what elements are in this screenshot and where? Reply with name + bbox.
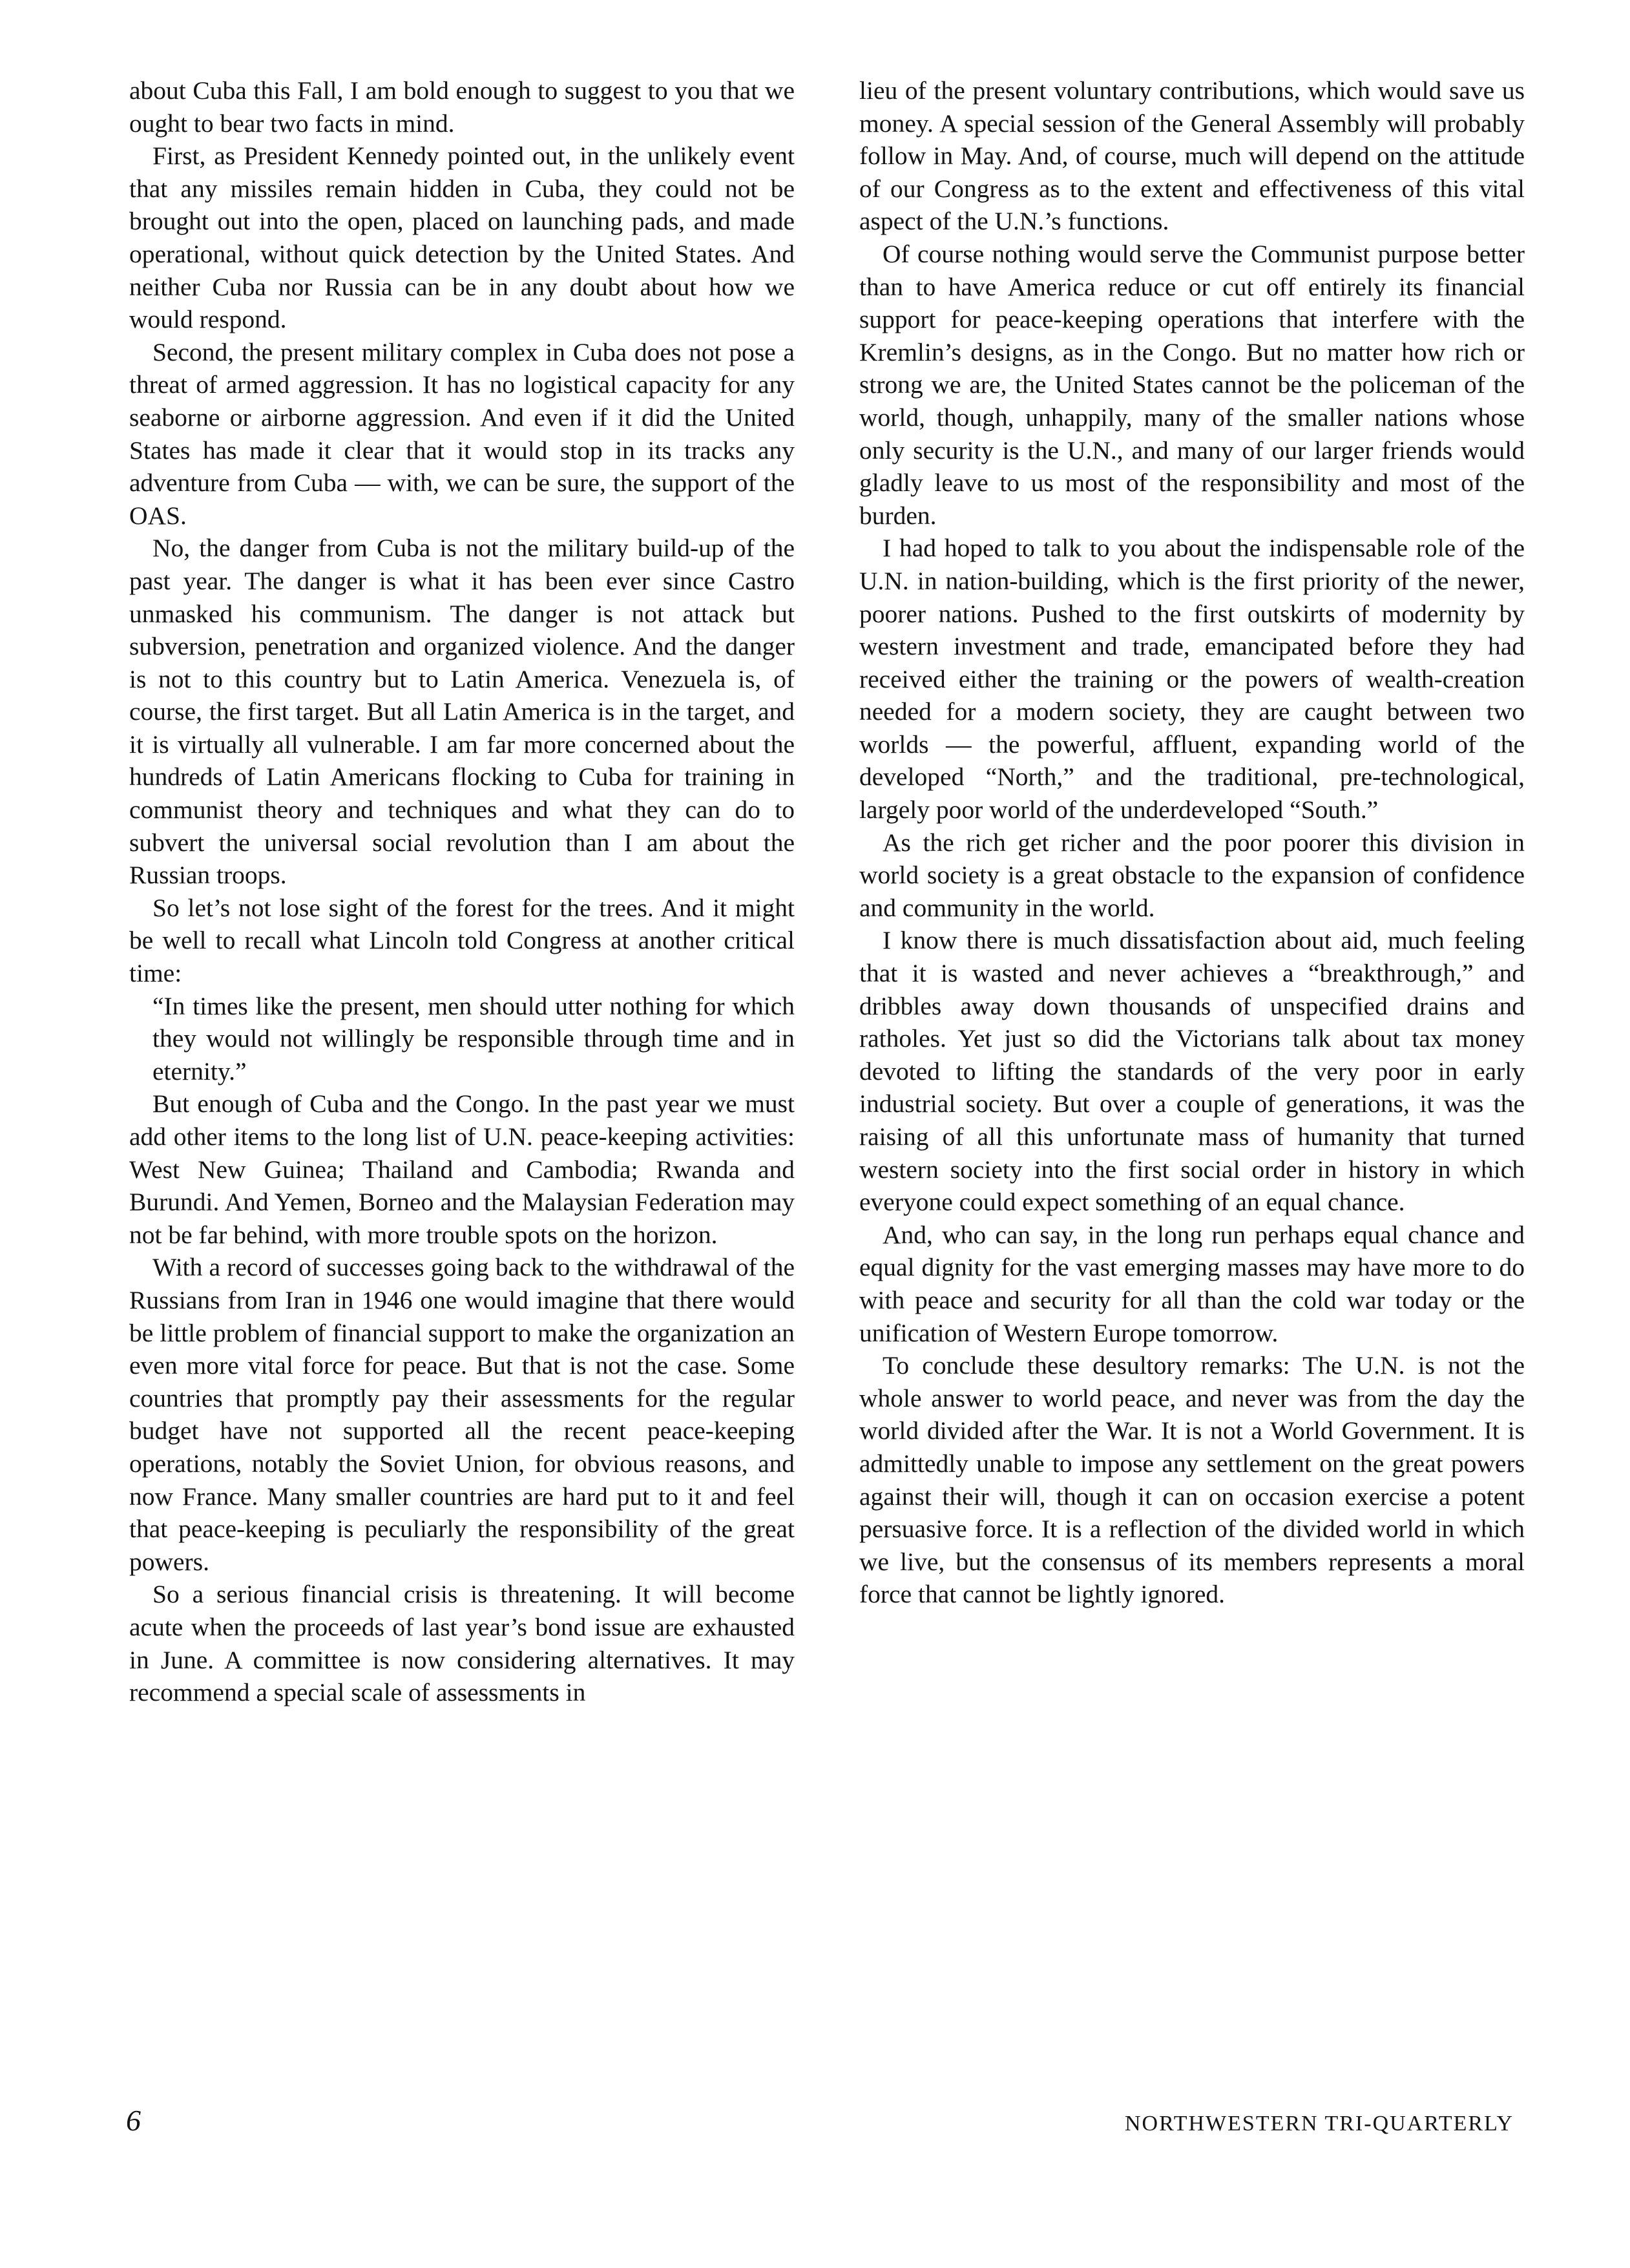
paragraph-communist-purpose: Of course nothing would serve the Communist purpose better than to have America reduce or cut off entirely its financial support for peace-keeping operations that interfere with the Kremlin’s designs, as in the Congo. But no matter how rich or strong we are, the United States cannot be the policeman of the world, though, unhappily, many of the smaller nations whose only security is the U.N., and many of our larger friends would gladly leave to us most of the responsibility and most of the burden. (859, 239, 1525, 530)
paragraph-forest-for-trees: So let’s not lose sight of the forest for the trees. And it might be well to recall what Lincoln told Congress at another critical time: (129, 893, 795, 988)
page-number: 6 (126, 2104, 141, 2137)
publication-title: NORTHWESTERN TRI-QUARTERLY (1124, 2112, 1514, 2136)
paragraph-rich-and-poor: As the rich get richer and the poor poorer this division in world society is a great obstacle to the expansion of confidence and community in the world. (859, 828, 1525, 922)
right-column (859, 74, 1525, 1611)
paragraph-nation-building: I had hoped to talk to you about the indispensable role of the U.N. in nation-building, which is the first priority of the newer, poorer nations. Pushed to the first outskirts of modernity by western investment and trade, emancipated before they had received either the training or the powers of wealth-creation needed for a modern society, they are caught between two worlds — the powerful, affluent, expanding world of the developed “North,” and the traditional, pre-technological, largely poor world of the underdeveloped “South.” (859, 534, 1525, 824)
lincoln-quote: “In times like the present, men should utter nothing for which they would not willingly be responsible through time and in eternity.” (152, 991, 795, 1086)
paragraph-financial-crisis: So a serious financial crisis is threatening. It will become acute when the proceeds of last year’s bond issue are exhausted in June. A committee is now considering alternatives. It may recommend a special scale of assessments in (129, 1580, 795, 1707)
paragraph-continuation-right: lieu of the present voluntary contributions, which would save us money. A special session of the General Assembly will probably follow in May. And, of course, much will depend on the attitude of our Congress as to the extent and effectiveness of this vital aspect of the U.N.’s functions. (859, 76, 1525, 236)
paragraph-record-of-successes: With a record of successes going back to the withdrawal of the Russians from Iran in 1946 one would imagine that there would be little problem of financial support to make the organization an even more vital force for peace. But that is not the case. Some countries that promptly pay their assessments for the regular budget have not supported all the recent peace-keeping operations, notably the Soviet Union, for obvious reasons, and now France. Many smaller countries are hard put to it and feel that peace-keeping is peculiarly the responsibility of the great powers. (129, 1253, 795, 1576)
paragraph-continuation: about Cuba this Fall, I am bold enough to suggest to you that we ought to bear two facts in mind. (129, 76, 795, 138)
paragraph-aid-dissatisfaction: I know there is much dissatisfaction about aid, much feeling that it is wasted and never achieves a “breakthrough,” and dribbles away down thousands of unspecified drains and ratholes. Yet just so did the Victorians talk about tax money devoted to lifting the standards of the very poor in early industrial society. But over a couple of generations, it was the raising of all this unfortunate mass of humanity that turned western society into the first social order in history in which everyone could expect something of an equal chance. (859, 926, 1525, 1217)
paragraph-equal-chance: And, who can say, in the long run perhaps equal chance and equal dignity for the vast emerging masses may have more to do with peace and security for all than the cold war today or the unification of Western Europe tomorrow. (859, 1220, 1525, 1347)
paragraph-danger-from-cuba: No, the danger from Cuba is not the military build-up of the past year. The danger is what it has been ever since Castro unmasked his communism. The danger is not attack but subversion, penetration and organized violence. And the danger is not to this country but to Latin America. Venezuela is, of course, the first target. But all Latin America is in the target, and it is virtually all vulnerable. I am far more concerned about the hundreds of Latin Americans flocking to Cuba for training in communist theory and techniques and what they can do to subvert the universal social revolution than I am about the Russian troops. (129, 534, 795, 890)
paragraph-missiles: First, as President Kennedy pointed out, in the unlikely event that any missiles remain hidden in Cuba, they could not be brought out into the open, placed on launching pads, and made operational, without quick detection by the United States. And neither Cuba nor Russia can be in any doubt about how we would respond. (129, 142, 795, 334)
paragraph-military-complex: Second, the present military complex in Cuba does not pose a threat of armed aggression. It has no logistical capacity for any seaborne or airborne aggression. And even if it did the United States has made it clear that it would stop in its tracks any adventure from Cuba — with, we can be sure, the support of the OAS. (129, 337, 795, 530)
paragraph-conclusion: To conclude these desultory remarks: The U.N. is not the whole answer to world peace, and never was from the day the world divided after the War. It is not a World Government. It is admittedly unable to impose any settlement on the great powers against their will, though it can on occasion exercise a potent persuasive force. It is a reflection of the divided world in which we live, but the consensus of its members represents a moral force that cannot be lightly ignored. (859, 1351, 1525, 1609)
left-column (129, 74, 795, 1709)
paragraph-peace-keeping-list: But enough of Cuba and the Congo. In the past year we must add other items to the long list of U.N. peace-keeping activities: West New Guinea; Thailand and Cambodia; Rwanda and Burundi. And Yemen, Borneo and the Malaysian Federation may not be far behind, with more trouble spots on the horizon. (129, 1089, 795, 1249)
